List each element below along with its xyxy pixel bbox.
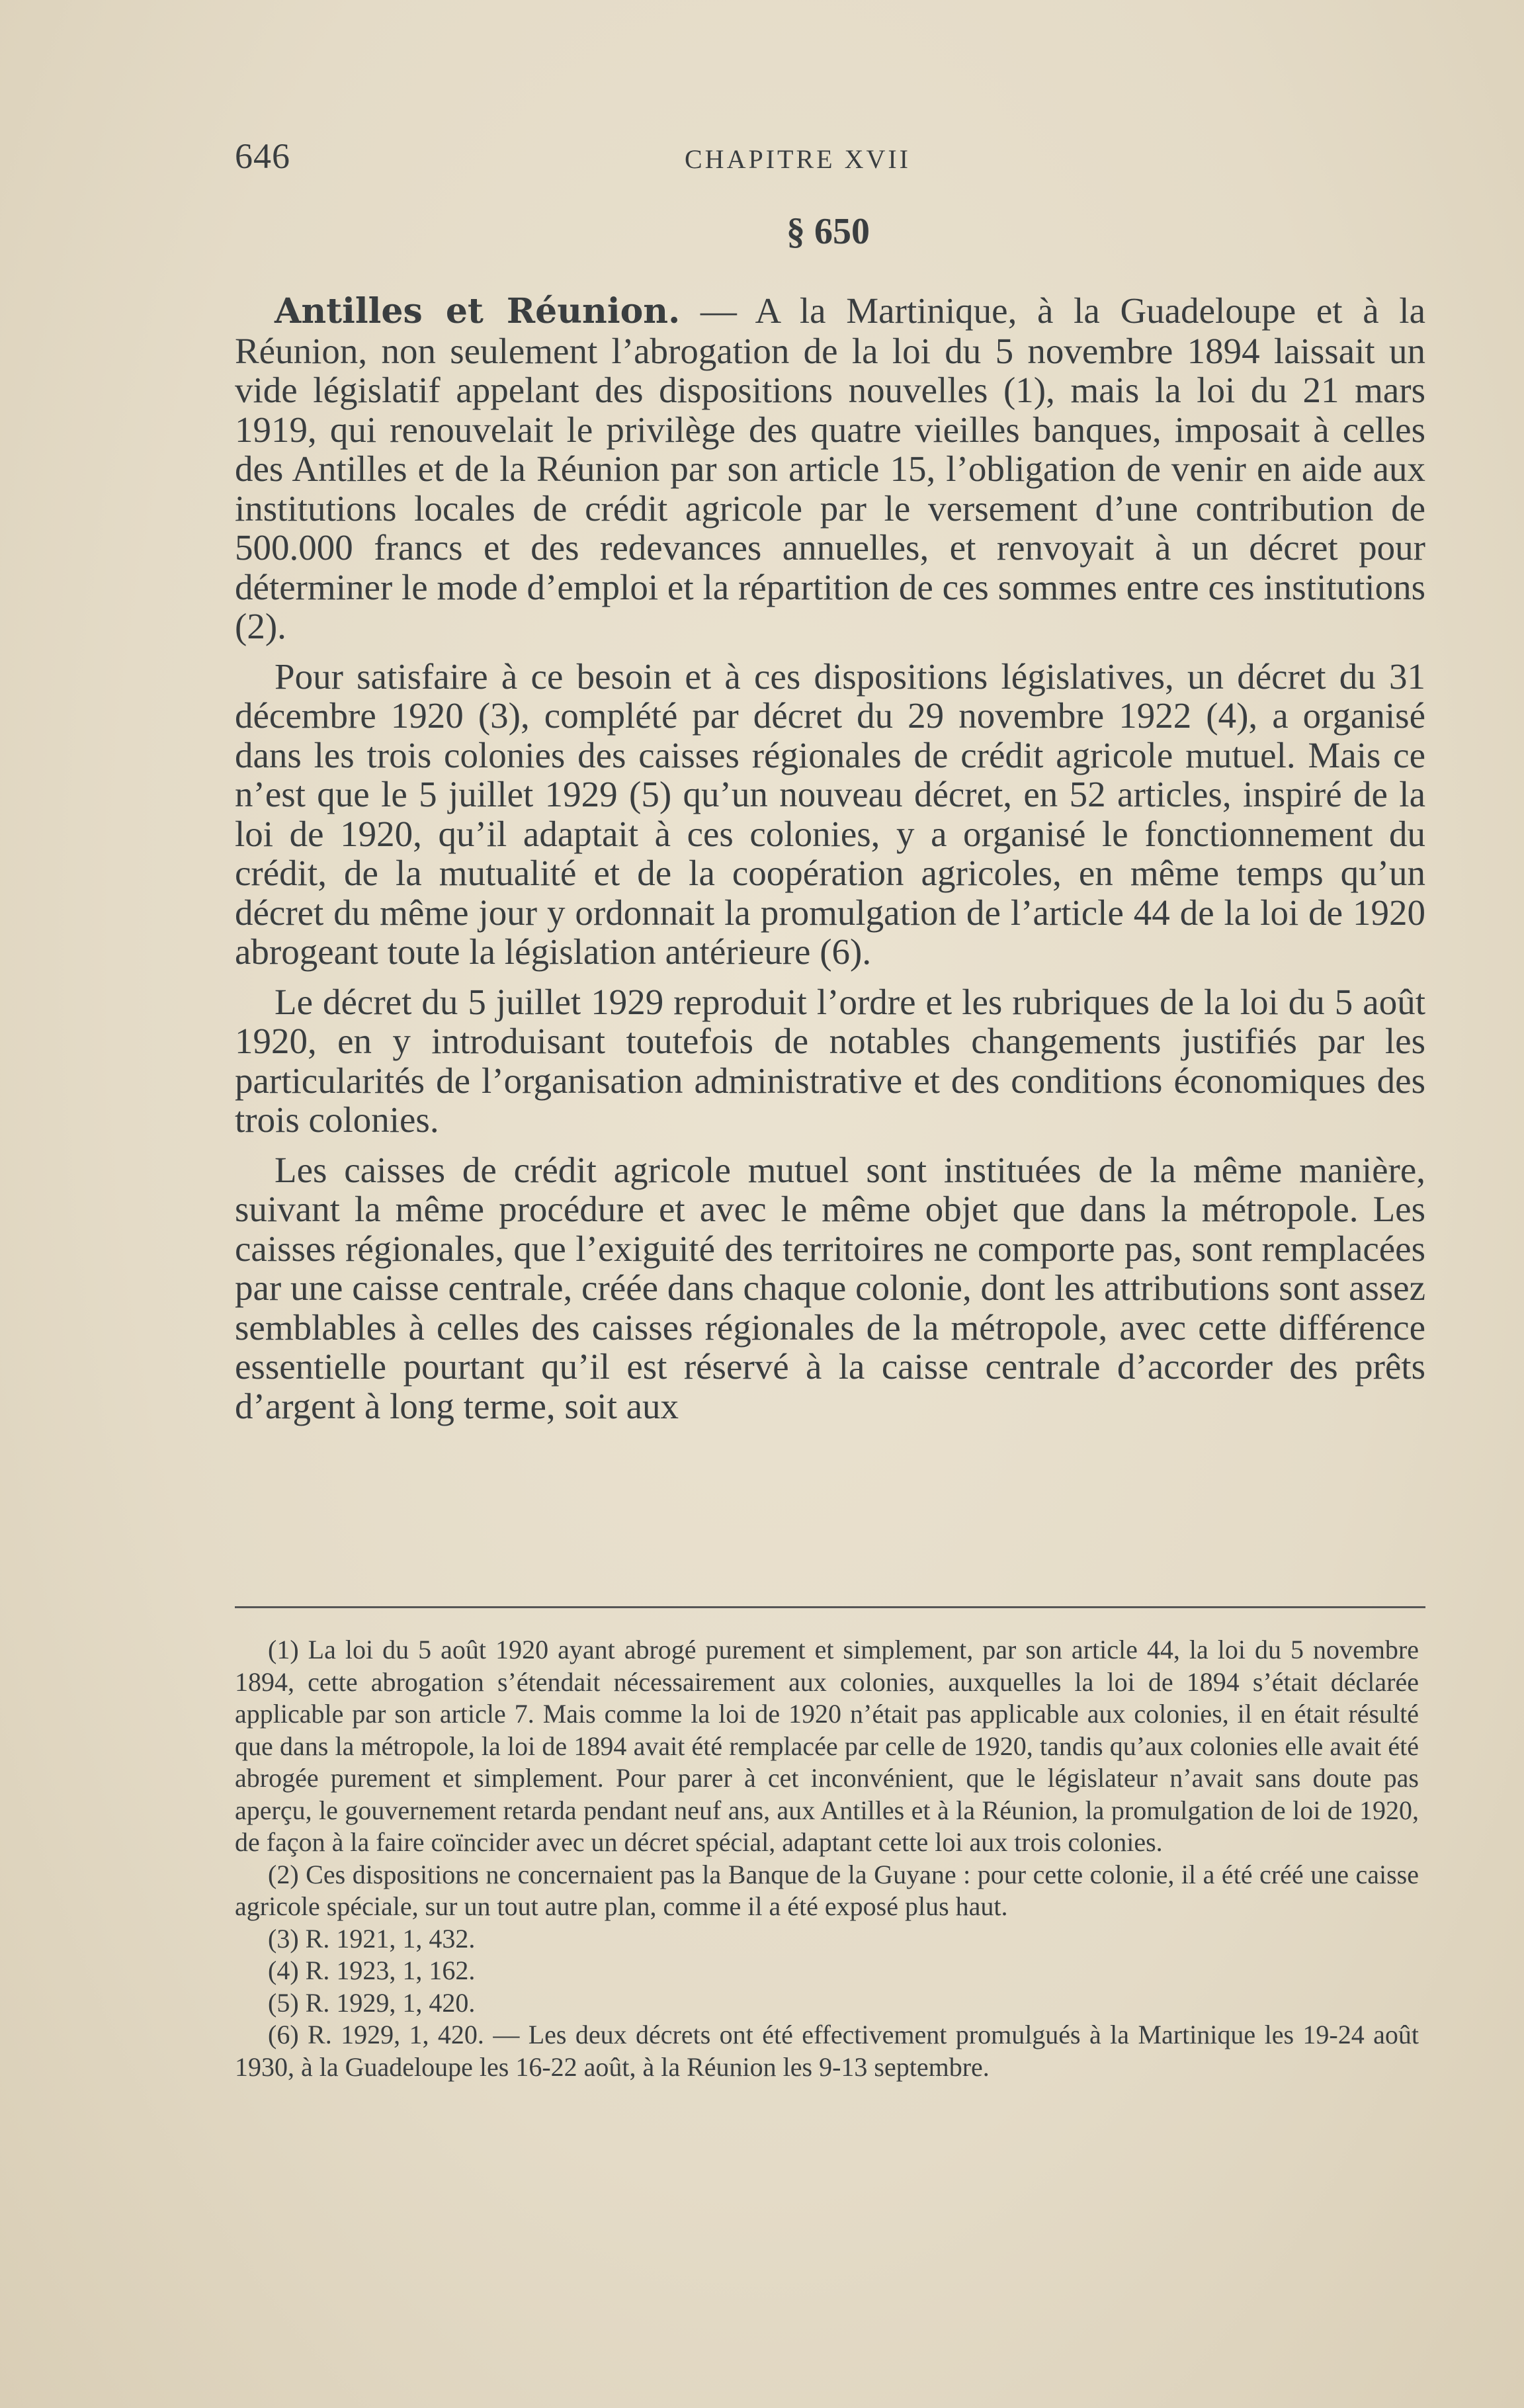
- paragraph: Les caisses de crédit agricole mutuel sont instituées de la même manière, suivant la même procédure et avec le même objet que dans la métropole. Les caisses régionales, que l’exiguité des territoires ne comporte pas, sont remplacées par une caisse centrale, créée dans chaque colonie, dont les attributions sont assez semblables à celles des caisses régionales de la métropole, avec cette différence essentielle pourtant qu’il est réservé à la caisse centrale d’accorder des prêts d’argent à long terme, soit aux: [235, 1149, 1425, 1426]
- footnotes: [235, 1634, 1419, 2083]
- run-in-heading: Antilles et Réunion.: [275, 291, 681, 331]
- footnote: (3) R. 1921, 1, 432.: [268, 1923, 476, 1954]
- footnote: (5) R. 1929, 1, 420.: [268, 1987, 476, 2018]
- paragraph: [235, 291, 1425, 646]
- footnote-separator: [235, 1606, 1425, 1608]
- paragraph-text: — A la Martinique, à la Guadeloupe et à la Réunion, non seulement l’abrogation de la loi du 5 novembre 1894 laissait un vide législatif appelant des dispositions nouvelles (1), mais la loi du 21 mars 1919, qui renouvelait le privilège des quatre vieilles banques, imposait à celles des Antilles et de la Réunion par son article 15, l’obligation de venir en aide aux institutions locales de crédit agricole par le versement d’une contribution de 500.000 francs et des redevances annuelles, et renvoyait à un décret pour déterminer le mode d’emploi et la répartition de ces sommes entre ces institutions (2).: [235, 290, 1425, 646]
- body-text: [235, 291, 1425, 1436]
- footnote: (6) R. 1929, 1, 420. — Les deux décrets ont été effectivement promulgués à la Martinique les 19-24 août 1930, à la Guadeloupe les 16-22 août, à la Réunion les 9-13 septembre.: [235, 2020, 1419, 2082]
- footnote: (2) Ces dispositions ne concernaient pas la Banque de la Guyane : pour cette colonie, il a été créé une caisse agricole spéciale, sur un tout autre plan, comme il a été exposé plus haut.: [235, 1859, 1419, 1921]
- running-head: [235, 136, 1425, 182]
- paragraph: Pour satisfaire à ce besoin et à ces dispositions législatives, un décret du 31 décembre 1920 (3), complété par décret du 29 novembre 1922 (4), a organisé dans les trois colonies des caisses régionales de crédit agricole mutuel. Mais ce n’est que le 5 juillet 1929 (5) qu’un nouveau décret, en 52 articles, inspiré de la loi de 1920, qu’il adaptait à ces colonies, y a organisé le fonctionnement du crédit, de la mutualité et de la coopération agricoles, en même temps qu’un décret du même jour y ordonnait la promulgation de l’article 44 de la loi de 1920 abrogeant toute la législation antérieure (6).: [235, 656, 1425, 972]
- section-number: § 650: [786, 211, 870, 252]
- paragraph: Le décret du 5 juillet 1929 reproduit l’ordre et les rubriques de la loi du 5 août 1920, en y introduisant toutefois de notables changements justifiés par les particularités de l’organisation administrative et des conditions économiques des trois colonies.: [235, 981, 1425, 1140]
- page-number: 646: [235, 136, 290, 176]
- footnote: (4) R. 1923, 1, 162.: [268, 1956, 476, 1985]
- chapter-title: CHAPITRE XVII: [685, 144, 911, 174]
- footnote: (1) La loi du 5 août 1920 ayant abrogé purement et simplement, par son article 44, la loi du 5 novembre 1894, cette abrogation s’étendait nécessairement aux colonies, auxquelles la loi de 1894 s’était déclarée applicable par son article 7. Mais comme la loi de 1920 n’était pas applicable aux colonies, il en était résulté que dans la métropole, la loi de 1894 avait été remplacée par celle de 1920, tandis qu’aux colonies elle avait été abrogée purement et simplement. Pour parer à cet inconvénient, que le législateur n’avait sans doute pas aperçu, le gouvernement retarda pendant neuf ans, aux Antilles et à la Réunion, la promulgation de loi de 1920, de façon à la faire coïncider avec un décret spécial, adaptant cette loi aux trois colonies.: [235, 1635, 1419, 1857]
